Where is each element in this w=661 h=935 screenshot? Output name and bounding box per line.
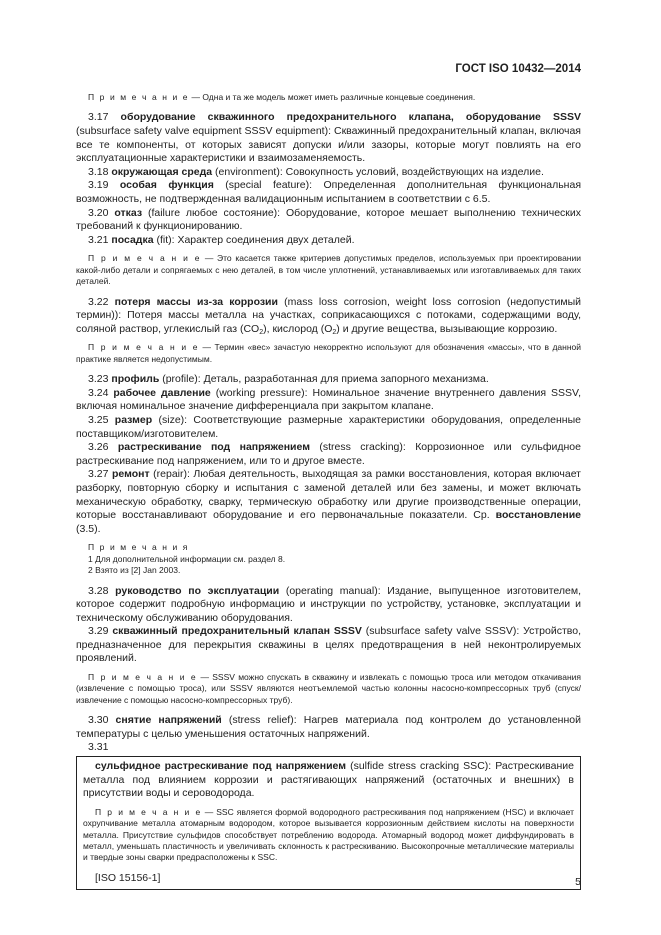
standard-header: ГОСТ ISO 10432—2014: [455, 63, 581, 75]
section-3-27: [76, 468, 581, 536]
section-term: снятие напряжений: [115, 714, 222, 727]
section-3-26: [76, 441, 581, 468]
section-text: (sulfide stress cracking SSC): Растрескивание металла под влиянием коррозии и растягивающих напряжений (остаточных и внешних) в присутствии воды и сероводорода.: [83, 760, 574, 800]
section-term: растрескивание под напряжением: [117, 441, 310, 454]
section-3-25: [76, 414, 581, 441]
section-text: (profile): Деталь, разработанная для приема запорного механизма.: [159, 373, 489, 386]
section-term: оборудование скважинного предохранительного клапана, оборудование SSSV: [120, 111, 582, 124]
section-text: (stress relief): Нагрев материала под контролем до установленной температуры с целью уменьшения остаточных напряжений.: [76, 714, 581, 740]
section-3-19: [76, 179, 581, 206]
section-number: 3.29: [88, 625, 113, 638]
section-text: (repair): Любая деятельность, выходящая за рамки восстановления, которая включает разборку, повторную сборку и испытания с заменой деталей или без замены, и может включать механическую обработку, сварку, термическую обработку или другие производственные операции, которые восстанавливают оборудование и его первоначальные показатели. Ср.: [76, 468, 581, 522]
section-text: (operating manual): Издание, выпущенное изготовителем, которое содержит подробную информацию и инструкции по устройству, установке, эксплуатации и техническому обслуживанию оборудования.: [76, 584, 581, 624]
section-text: (size): Соответствующие размерные характеристики оборудования, определенные поставщиком/изготовителем.: [76, 413, 581, 440]
section-number: 3.24: [88, 386, 114, 399]
note-3-22: [76, 342, 581, 365]
section-term: руководство по эксплуатации: [115, 584, 280, 597]
section-text: (subsurface safety valve equipment SSSV equipment): Скважинный предохранительный клапан, включая все те компоненты, от которых зависят допуски и/или зазоры, которые могут повлиять на его эксплуатационные характеристики и взаимозаменяемость.: [76, 125, 581, 165]
section-number: 3.19: [88, 179, 120, 192]
note-label: П р и м е ч а н и е: [95, 806, 202, 817]
section-number: 3.26: [88, 441, 118, 454]
page-content: [76, 92, 581, 890]
note-3-31: [83, 807, 574, 864]
section-3-30: [76, 714, 581, 741]
note-text: — SSC является формой водородного растрескивания под напряжением (HSC) и включает охрупчивание металла атомарным водородом, которое вызывается коррозионным действием кислоты на поверхности металла. Присутствие сульфидов способствует потреблению водорода. Атомарный водород может диффундировать в металл, уменьшать пластичность и увеличивать склонность к растрескиванию. Высокопрочные металлические материалы и твердые зоны сварки предрасположены к SSC.: [83, 806, 574, 863]
note-3-27-1: 1 Для дополнительной информации см. раздел 8.: [88, 553, 286, 564]
source-reference: [ISO 15156-1]: [95, 871, 161, 884]
note-label: П р и м е ч а н и я: [88, 542, 190, 553]
section-term: рабочее давление: [113, 386, 211, 399]
subscript: 2: [332, 328, 337, 336]
note-text: — SSSV можно спускать в скважину и извлекать с помощью троса или методом откачивания (извлечение с помощью троса), или SSSV являются неотъемлемой частью колонны насосно-компрессорных труб (спуск/извлечение с помощью насосно-компрессорных труб).: [76, 672, 581, 705]
section-term: профиль: [111, 373, 160, 386]
section-3-29: [76, 625, 581, 666]
section-text: ), кислород (O: [263, 322, 333, 335]
section-3-18: [76, 166, 581, 180]
section-term: ремонт: [111, 468, 150, 481]
section-number: 3.18: [88, 165, 112, 178]
section-3-20: [76, 207, 581, 234]
note-label: П р и м е ч а н и е: [88, 253, 202, 264]
section-number: 3.25: [88, 413, 115, 426]
section-3-24: [76, 387, 581, 414]
note-label: П р и м е ч а н и е: [88, 672, 198, 683]
section-3-17: [76, 111, 581, 165]
section-text: ) и другие вещества, вызывающие коррозию.: [336, 322, 558, 335]
section-3-21: [76, 234, 581, 248]
section-number: 3.30: [88, 714, 116, 727]
section-number: 3.22: [88, 295, 115, 308]
section-term: отказ: [114, 206, 143, 219]
section-term: потеря массы из-за коррозии: [114, 295, 278, 308]
section-term: посадка: [111, 233, 154, 246]
section-text: (subsurface safety valve SSSV): Устройство, предназначенное для перекрытия скважины в целях предотвращения в ней неконтролируемых проявлений.: [76, 625, 581, 665]
section-term: скважинный предохранительный клапан SSSV: [112, 625, 362, 638]
section-3-23: [76, 373, 581, 387]
section-3-22: [76, 296, 581, 337]
section-3-28: [76, 585, 581, 626]
section-text: (mass loss corrosion, weight loss corrosion (недопустимый термин)): Потеря массы металла на участках, соприкасающихся с потоками, содержащими воду, соляной раствор, углекислый газ (CO: [76, 295, 581, 335]
note-3-29: [76, 672, 581, 706]
section-number: 3.21: [88, 233, 112, 246]
note-3-21: [76, 253, 581, 287]
section-text: (environment): Совокупность условий, воздействующих на изделие.: [212, 165, 544, 178]
page-number: 5: [575, 876, 581, 888]
section-text: (special feature): Определенная дополнительная функциональная возможность, не подтвержденная валидационным испытанием в соответствии с 6.5.: [76, 179, 582, 205]
section-number: 3.20: [88, 206, 115, 219]
definition-box-3-31: [76, 756, 581, 890]
section-number: 3.27: [88, 468, 112, 481]
note-3-27-2: 2 Взято из [2] Jan 2003.: [88, 565, 181, 576]
notes-3-27-label: [76, 542, 581, 553]
note-3-16: [76, 92, 581, 103]
section-number: 3.28: [88, 584, 116, 597]
section-number: 3.23: [88, 373, 112, 386]
note-text: — Одна и та же модель может иметь различные концевые соединения.: [189, 92, 476, 102]
section-term: размер: [114, 413, 153, 426]
section-text: (working pressure): Номинальное значение внутреннего давления SSSV, включая номинальное значение дифференциала при закрытом клапане.: [76, 386, 581, 413]
note-text: — Термин «вес» зачастую некорректно используют для обозначения «массы», что в данной практике является недопустимым.: [76, 342, 581, 364]
section-term: особая функция: [119, 179, 214, 192]
section-term: сульфидное растрескивание под напряжением: [95, 760, 347, 773]
subscript: 2: [259, 328, 264, 336]
section-term: окружающая среда: [111, 165, 213, 178]
section-text: (fit): Характер соединения двух деталей.: [153, 233, 355, 246]
section-3-31-number: 3.31: [88, 741, 109, 754]
note-text: — Это касается также критериев допустимых пределов, используемых при проектировании какой-либо детали и сопрягаемых с нею деталей, в том числе уплотнений, устанавливаемых или изготавливаемых для таких деталей.: [76, 253, 581, 287]
cross-reference-term: восстановление: [495, 509, 581, 522]
cross-reference-tail: (3.5).: [76, 522, 101, 535]
section-number: 3.17: [88, 111, 121, 124]
section-3-31: [83, 760, 574, 801]
note-label: П р и м е ч а н и е: [88, 92, 190, 102]
note-label: П р и м е ч а н и е: [88, 342, 200, 353]
section-text: (stress cracking): Коррозионное или сульфидное растрескивание под напряжением, или то и другое вместе.: [76, 441, 581, 467]
section-text: (failure любое состояние): Оборудование, которое мешает выполнению технических требований к функционированию.: [76, 206, 582, 233]
